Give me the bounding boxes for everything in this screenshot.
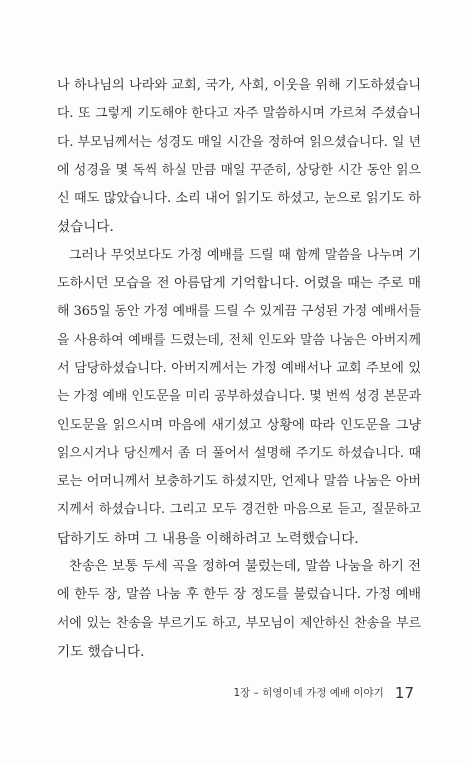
- text-line: 지께서 하셨습니다. 그리고 모두 경건한 마음으로 듣고, 질문하고: [57, 502, 421, 518]
- text-line: 답하기도 하며 그 내용을 이해하려고 노력했습니다.: [57, 530, 359, 547]
- text-line: 신 때도 많았습니다. 소리 내어 읽기도 하셨고, 눈으로 읽기도 하: [57, 191, 421, 207]
- text-line: 다. 또 그렇게 기도해야 한다고 자주 말씀하시며 가르쳐 주셨습니: [57, 106, 421, 122]
- text-line: 찬송은 보통 두세 곡을 정하여 불렀는데, 말씀 나눔을 하기 전: [69, 559, 421, 575]
- text-line: 는 가정 예배 인도문을 미리 공부하셨습니다. 몇 번씩 성경 본문과: [57, 389, 421, 405]
- text-line: 해 365일 동안 가정 예배를 드릴 수 있게끔 구성된 가정 예배서들: [57, 304, 421, 320]
- paragraph-1: [57, 72, 421, 242]
- chapter-title: 1장 – 히영이네 가정 예배 이야기: [233, 687, 384, 699]
- text-line: 다. 부모님께서는 성경도 매일 시간을 정하여 읽으셨습니다. 일 년: [57, 134, 421, 150]
- body-text: [57, 72, 421, 666]
- text-line: 을 사용하여 예배를 드렸는데, 전체 인도와 말씀 나눔은 아버지께: [57, 332, 421, 348]
- text-line: 로는 어머니께서 보충하기도 하셨지만, 언제나 말씀 나눔은 아버: [57, 474, 421, 490]
- text-line: 서 담당하셨습니다. 아버지께서는 가정 예배서나 교회 주보에 있: [57, 360, 421, 376]
- text-line: 도하시던 모습을 전 아름답게 기억합니다. 어렸을 때는 주로 매: [57, 276, 421, 292]
- text-line: 서에 있는 찬송을 부르기도 하고, 부모님이 제안하신 찬송을 부르: [57, 615, 421, 631]
- text-line: 나 하나님의 나라와 교회, 국가, 사회, 이웃을 위해 기도하셨습니: [57, 78, 421, 93]
- page-footer: [233, 682, 414, 702]
- paragraph-3: [57, 553, 421, 666]
- text-line: 그러나 무엇보다도 가정 예배를 드릴 때 함께 말씀을 나누며 기: [69, 247, 421, 263]
- paragraph-2: [57, 242, 421, 553]
- text-line: 기도 했습니다.: [57, 643, 145, 660]
- text-line: 인도문을 읽으시며 마음에 새기셨고 상황에 따라 인도문을 그냥: [57, 417, 421, 433]
- text-line: 셨습니다.: [57, 219, 114, 236]
- text-line: 에 한두 장, 말씀 나눔 후 한두 장 정도를 불렀습니다. 가정 예배: [57, 587, 421, 603]
- text-line: 읽으시거나 당신께서 좀 더 풀어서 설명해 주기도 하셨습니다. 때: [57, 445, 421, 461]
- text-line: 에 성경을 몇 독씩 하실 만큼 매일 꾸준히, 상당한 시간 동안 읽으: [57, 162, 421, 178]
- page-number: 17: [394, 683, 414, 702]
